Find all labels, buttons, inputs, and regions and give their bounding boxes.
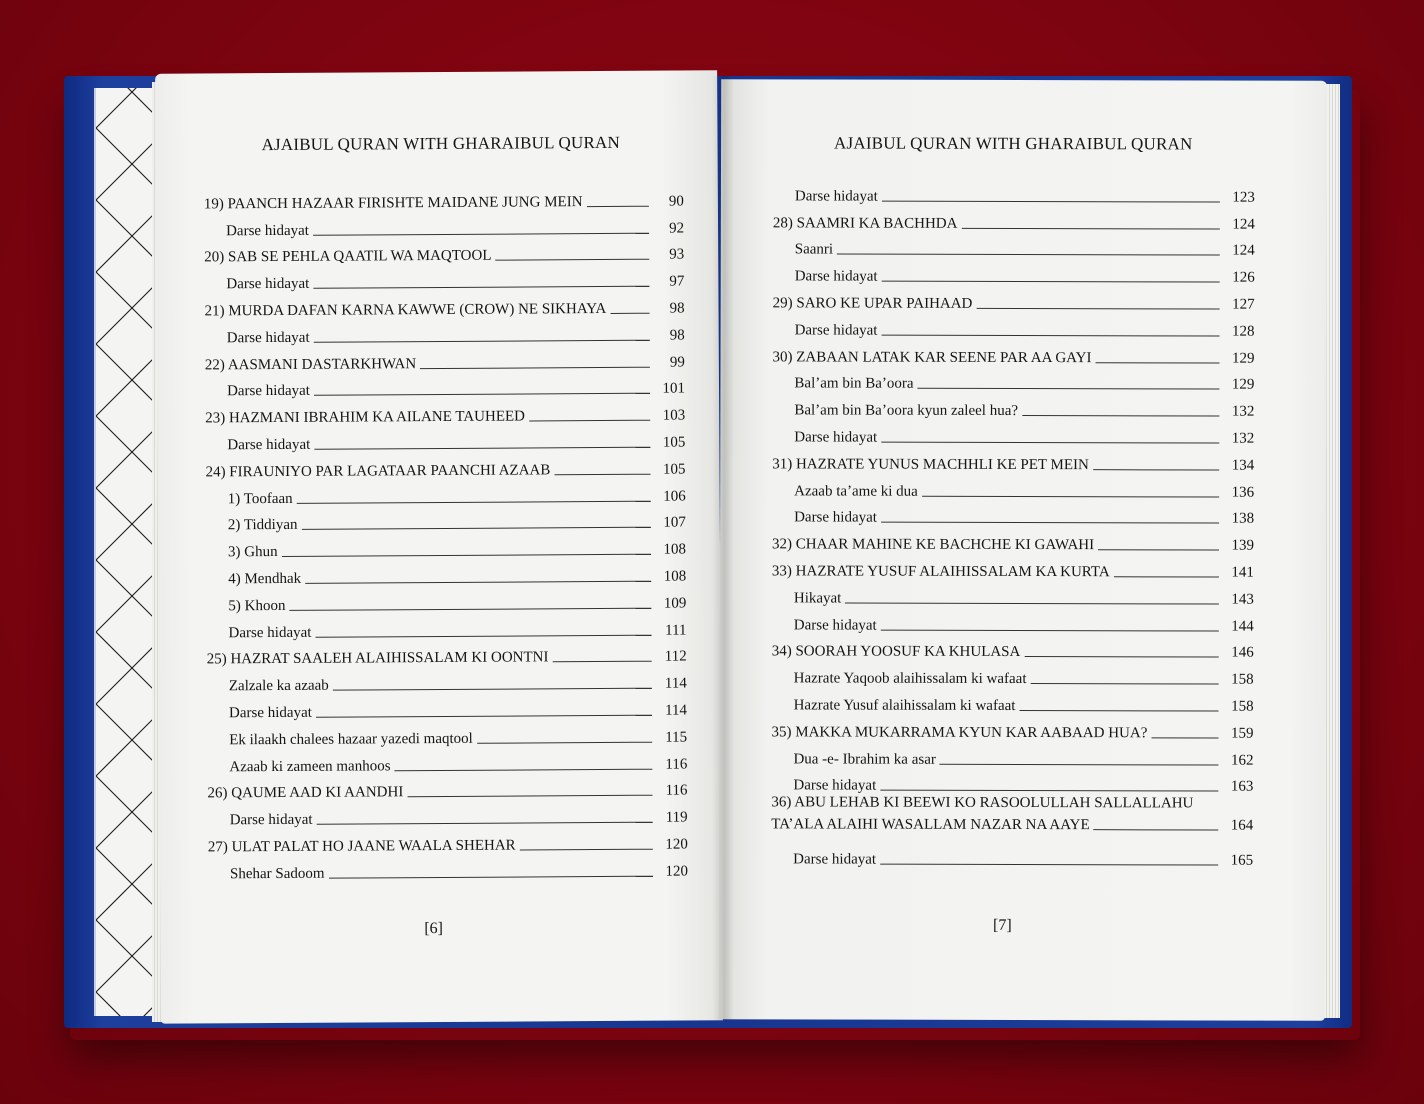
toc-entry-title: Zalzale ka azaab bbox=[228, 677, 329, 695]
toc-entry-page: 146 bbox=[1231, 644, 1254, 661]
toc-entry bbox=[205, 425, 685, 455]
toc-entry bbox=[205, 371, 685, 401]
leader-line bbox=[1095, 362, 1219, 363]
leader-line bbox=[922, 495, 1219, 497]
toc-entry bbox=[773, 286, 1255, 314]
toc-entry-page: 165 bbox=[1230, 852, 1254, 869]
leader-line bbox=[881, 334, 1219, 336]
toc-entry bbox=[205, 344, 685, 374]
toc-entry-title: 24) FIRAUNIYO PAR LAGATAAR PAANCHI AZAAB bbox=[205, 462, 551, 481]
toc-entry bbox=[773, 178, 1255, 206]
toc-entry bbox=[772, 393, 1254, 421]
toc-entry-page: 143 bbox=[1231, 591, 1254, 608]
toc-entry bbox=[205, 317, 685, 347]
toc-entry-page: 127 bbox=[1232, 296, 1255, 313]
toc-entry-page: 109 bbox=[663, 595, 687, 612]
leader-line bbox=[395, 768, 653, 771]
toc-entry-page: 136 bbox=[1231, 484, 1255, 501]
toc-entry-title: 36) ABU LEHAB KI BEEWI KO RASOOLULLAH SALLALLAHU bbox=[771, 794, 1194, 812]
toc-entry-page: 114 bbox=[664, 675, 687, 692]
toc-entry bbox=[204, 183, 684, 213]
toc-entry-page: 90 bbox=[668, 193, 684, 210]
toc-entry-title: Hikayat bbox=[793, 590, 842, 607]
toc-entry bbox=[206, 505, 686, 535]
table-of-contents bbox=[204, 183, 688, 883]
page-number: [6] bbox=[424, 919, 444, 938]
toc-entry-title: 30) ZABAAN LATAK KAR SEENE PAR AA GAYI bbox=[772, 348, 1092, 366]
toc-entry-page: 92 bbox=[669, 220, 685, 237]
leader-line bbox=[495, 259, 649, 261]
toc-entry-title: 29) SARO KE UPAR PAIHAAD bbox=[772, 295, 973, 312]
toc-entry-title: 2) Tiddiyan bbox=[227, 517, 298, 534]
leader-line bbox=[1094, 830, 1219, 831]
toc-entry bbox=[208, 800, 688, 830]
leader-line bbox=[881, 442, 1219, 444]
toc-entry-title: 34) SOORAH YOOSUF KA KHULASA bbox=[771, 643, 1021, 661]
toc-entry bbox=[207, 693, 687, 723]
toc-entry-page: 108 bbox=[663, 541, 687, 558]
toc-entry-page: 139 bbox=[1231, 537, 1255, 554]
toc-entry bbox=[207, 639, 687, 669]
leader-line bbox=[520, 849, 653, 851]
toc-entry-page: 115 bbox=[665, 729, 688, 746]
leader-line bbox=[845, 602, 1219, 604]
toc-entry-title: Darse hidayat bbox=[229, 811, 313, 829]
toc-entry-page: 114 bbox=[665, 702, 688, 719]
leader-line bbox=[881, 629, 1219, 631]
leader-line bbox=[1024, 656, 1218, 658]
toc-entry-page: 129 bbox=[1231, 350, 1255, 367]
toc-entry-page: 120 bbox=[665, 863, 689, 880]
toc-entry-title: 23) HAZMANI IBRAHIM KA AILANE TAUHEED bbox=[205, 408, 526, 427]
toc-entry-title: 19) PAANCH HAZAAR FIRISHTE MAIDANE JUNG MEIN bbox=[203, 193, 583, 213]
toc-entry-title: Darse hidayat bbox=[226, 275, 310, 293]
leader-line bbox=[882, 281, 1220, 283]
leader-line bbox=[1022, 415, 1219, 417]
leader-line bbox=[301, 527, 650, 530]
toc-entry-title: Azaab ki zameen manhoos bbox=[229, 757, 391, 775]
toc-entry-page: 164 bbox=[1230, 817, 1254, 834]
leader-line bbox=[554, 473, 650, 475]
toc-entry bbox=[773, 232, 1255, 260]
leader-line bbox=[317, 822, 653, 825]
leader-line bbox=[314, 447, 650, 450]
toc-entry bbox=[772, 580, 1254, 608]
toc-entry bbox=[771, 768, 1253, 796]
toc-entry bbox=[773, 259, 1255, 287]
toc-entry-page: 105 bbox=[662, 434, 686, 451]
toc-entry-page: 124 bbox=[1232, 216, 1255, 233]
toc-entry-title: 35) MAKKA MUKARRAMA KYUN KAR AABAAD HUA? bbox=[771, 724, 1148, 742]
toc-entry-page: 111 bbox=[665, 622, 687, 639]
toc-entry bbox=[772, 687, 1254, 715]
toc-entry-page: 98 bbox=[669, 300, 685, 317]
toc-entry bbox=[207, 773, 687, 803]
toc-entry-title: 26) QAUME AAD KI AANDHI bbox=[207, 784, 404, 802]
toc-entry bbox=[772, 661, 1254, 689]
toc-entry bbox=[204, 210, 684, 240]
leader-line bbox=[407, 795, 652, 797]
toc-entry-title: Darse hidayat bbox=[794, 188, 878, 205]
toc-entry bbox=[205, 398, 685, 428]
toc-entry bbox=[204, 291, 684, 321]
toc-entry-title: 33) HAZRATE YUSUF ALAIHISSALAM KA KURTA bbox=[771, 563, 1110, 581]
toc-entry bbox=[206, 585, 686, 615]
toc-entry-title-cont: TA’ALA ALAIHI WASALLAM NAZAR NA AAYE bbox=[771, 816, 1090, 834]
toc-entry-page: 105 bbox=[662, 461, 686, 478]
toc-entry-page: 99 bbox=[669, 354, 685, 371]
left-page bbox=[155, 70, 723, 1023]
leader-line bbox=[918, 388, 1220, 390]
toc-entry-title: 1) Toofaan bbox=[227, 490, 293, 507]
leader-line bbox=[420, 366, 650, 368]
toc-entry bbox=[772, 553, 1254, 581]
toc-entry-page: 134 bbox=[1231, 457, 1255, 474]
leader-line bbox=[610, 313, 649, 314]
leader-line bbox=[882, 200, 1220, 202]
toc-entry-page: 98 bbox=[669, 327, 685, 344]
running-head: AJAIBUL QURAN WITH GHARAIBUL QURAN bbox=[261, 132, 621, 155]
toc-entry-page: 126 bbox=[1232, 269, 1255, 286]
leader-line bbox=[552, 661, 651, 663]
leader-line bbox=[880, 790, 1218, 792]
toc-entry bbox=[206, 532, 686, 562]
leader-line bbox=[1114, 576, 1219, 577]
leader-line bbox=[329, 875, 653, 878]
toc-entry bbox=[771, 842, 1253, 870]
toc-entry bbox=[772, 634, 1254, 662]
toc-entry-page: 101 bbox=[662, 380, 686, 398]
toc-entry-page: 112 bbox=[664, 648, 687, 665]
leader-line bbox=[881, 522, 1219, 524]
toc-entry bbox=[207, 719, 687, 749]
toc-entry-page: 144 bbox=[1231, 618, 1254, 635]
toc-entry-title: 25) HAZRAT SAALEH ALAIHISSALAM KI OONTNI bbox=[206, 649, 549, 668]
toc-entry-page: 132 bbox=[1231, 403, 1255, 420]
leader-line bbox=[587, 206, 649, 207]
leader-line bbox=[313, 232, 649, 235]
toc-entry-page: 141 bbox=[1231, 564, 1254, 581]
toc-entry-title: Darse hidayat bbox=[226, 383, 310, 400]
page-number: [7] bbox=[992, 916, 1012, 934]
toc-entry-title: 4) Mendhak bbox=[228, 570, 302, 588]
leader-line bbox=[316, 715, 652, 718]
toc-entry bbox=[207, 666, 687, 696]
leader-line bbox=[314, 339, 650, 342]
leader-line bbox=[880, 864, 1218, 866]
leader-line bbox=[529, 420, 650, 422]
leader-line bbox=[333, 688, 652, 691]
leader-line bbox=[315, 634, 651, 637]
leader-line bbox=[1151, 737, 1218, 738]
toc-entry-page: 159 bbox=[1231, 725, 1254, 742]
leader-line bbox=[313, 286, 649, 289]
toc-entry-title: 5) Khoon bbox=[228, 597, 286, 615]
toc-entry-page: 106 bbox=[663, 488, 686, 505]
toc-entry bbox=[772, 446, 1254, 474]
toc-entry-title: Darse hidayat bbox=[226, 222, 310, 239]
toc-entry-title: Dua -e- Ibrahim ka asar bbox=[793, 750, 936, 768]
toc-entry-page: 93 bbox=[669, 246, 685, 263]
running-head: AJAIBUL QURAN WITH GHARAIBUL QURAN bbox=[834, 133, 1193, 154]
toc-entry bbox=[207, 746, 687, 776]
leader-line bbox=[1098, 549, 1219, 550]
leader-line bbox=[837, 254, 1220, 256]
toc-entry bbox=[206, 478, 686, 508]
toc-entry-title: 28) SAAMRI KA BACHHDA bbox=[772, 214, 958, 232]
toc-entry bbox=[773, 312, 1255, 340]
toc-entry-title: Darse hidayat bbox=[793, 851, 877, 868]
toc-entry-title: 27) ULAT PALAT HO JAANE WAALA SHEHAR bbox=[207, 837, 516, 856]
toc-entry-page: 103 bbox=[662, 407, 686, 424]
leader-line bbox=[961, 227, 1219, 229]
toc-entry-title: Hazrate Yaqoob alaihissalam ki wafaat bbox=[793, 670, 1027, 688]
toc-entry bbox=[206, 612, 686, 642]
toc-entry bbox=[772, 420, 1254, 448]
leader-line bbox=[314, 393, 650, 396]
toc-entry-title: Darse hidayat bbox=[793, 616, 877, 634]
toc-entry-line2 bbox=[771, 817, 1253, 835]
leader-line bbox=[297, 500, 651, 503]
toc-entry bbox=[772, 339, 1254, 367]
toc-entry bbox=[204, 264, 684, 294]
toc-entry-page: 97 bbox=[669, 273, 685, 290]
toc-entry-page: 132 bbox=[1231, 430, 1255, 447]
toc-entry bbox=[773, 205, 1255, 233]
toc-entry-title: Darse hidayat bbox=[794, 429, 878, 446]
toc-entry-title: Darse hidayat bbox=[794, 322, 878, 339]
toc-entry-title: Shehar Sadoom bbox=[229, 865, 325, 883]
toc-entry bbox=[771, 741, 1253, 769]
toc-entry-title: Bal’am bin Ba’oora bbox=[794, 375, 914, 393]
toc-entry-title: Ek ilaakh chalees hazaar yazedi maqtool bbox=[229, 730, 473, 749]
leader-line bbox=[1093, 469, 1219, 470]
leader-line bbox=[289, 607, 651, 610]
toc-entry-page: 120 bbox=[665, 836, 688, 853]
toc-entry-page: 138 bbox=[1231, 510, 1255, 527]
leader-line bbox=[477, 741, 652, 743]
toc-entry bbox=[208, 853, 688, 883]
toc-entry-title: 31) HAZRATE YUNUS MACHHLI KE PET MEIN bbox=[772, 456, 1089, 473]
toc-entry bbox=[772, 500, 1254, 528]
toc-entry-title: Bal’am bin Ba’oora kyun zaleel hua? bbox=[794, 402, 1019, 420]
toc-entry-page: 123 bbox=[1232, 189, 1255, 206]
leader-line bbox=[305, 581, 651, 584]
leader-line bbox=[940, 763, 1219, 765]
toc-entry bbox=[205, 451, 685, 481]
toc-entry-title: Darse hidayat bbox=[793, 777, 877, 794]
toc-entry-title: Darse hidayat bbox=[794, 509, 877, 526]
right-page bbox=[719, 79, 1327, 1021]
table-of-contents bbox=[771, 178, 1255, 869]
toc-entry bbox=[208, 827, 688, 857]
leader-line bbox=[282, 554, 651, 557]
toc-entry-page: 128 bbox=[1232, 323, 1255, 340]
toc-entry-page: 163 bbox=[1230, 778, 1254, 795]
leader-line bbox=[1030, 683, 1218, 684]
toc-entry-page: 129 bbox=[1231, 376, 1255, 393]
toc-entry bbox=[772, 473, 1254, 501]
toc-entry-title: 21) MURDA DAFAN KARNA KAWWE (CROW) NE SIKHAYA bbox=[204, 300, 607, 320]
toc-entry-title: Darse hidayat bbox=[226, 329, 310, 347]
toc-entry-page: 116 bbox=[665, 756, 688, 773]
toc-entry bbox=[206, 559, 686, 589]
toc-entry-title: 20) SAB SE PEHLA QAATIL WA MAQTOOL bbox=[204, 248, 492, 266]
leader-line bbox=[1019, 710, 1218, 712]
toc-entry-page: 107 bbox=[663, 514, 686, 531]
toc-entry-page: 119 bbox=[665, 809, 688, 826]
toc-entry-title: 32) CHAAR MAHINE KE BACHCHE KI GAWAHI bbox=[771, 536, 1095, 554]
toc-entry-title: Darse hidayat bbox=[228, 624, 312, 641]
toc-entry-page: 108 bbox=[663, 568, 687, 585]
toc-entry bbox=[772, 527, 1254, 555]
toc-entry-title: Saanri bbox=[794, 241, 834, 258]
toc-entry-page: 124 bbox=[1232, 242, 1255, 259]
toc-entry bbox=[772, 607, 1254, 635]
toc-entry-title: Azaab ta’ame ki dua bbox=[794, 482, 918, 500]
leader-line bbox=[976, 308, 1219, 310]
toc-entry-title: Darse hidayat bbox=[227, 436, 311, 454]
toc-entry-page: 158 bbox=[1231, 698, 1254, 715]
toc-entry-page: 158 bbox=[1231, 671, 1254, 688]
toc-entry-title: 3) Ghun bbox=[227, 544, 278, 561]
toc-entry bbox=[771, 795, 1253, 843]
toc-entry-title: Darse hidayat bbox=[228, 704, 312, 722]
toc-entry-title: 22) AASMANI DASTARKHWAN bbox=[204, 355, 417, 374]
toc-entry bbox=[772, 366, 1254, 394]
book-gutter bbox=[712, 76, 734, 1020]
toc-entry-page: 162 bbox=[1230, 752, 1254, 769]
toc-entry-title: Darse hidayat bbox=[794, 268, 878, 285]
toc-entry-title: Hazrate Yusuf alaihissalam ki wafaat bbox=[793, 697, 1016, 714]
toc-entry bbox=[204, 237, 684, 267]
toc-entry bbox=[771, 714, 1253, 742]
toc-entry-page: 116 bbox=[665, 782, 688, 799]
